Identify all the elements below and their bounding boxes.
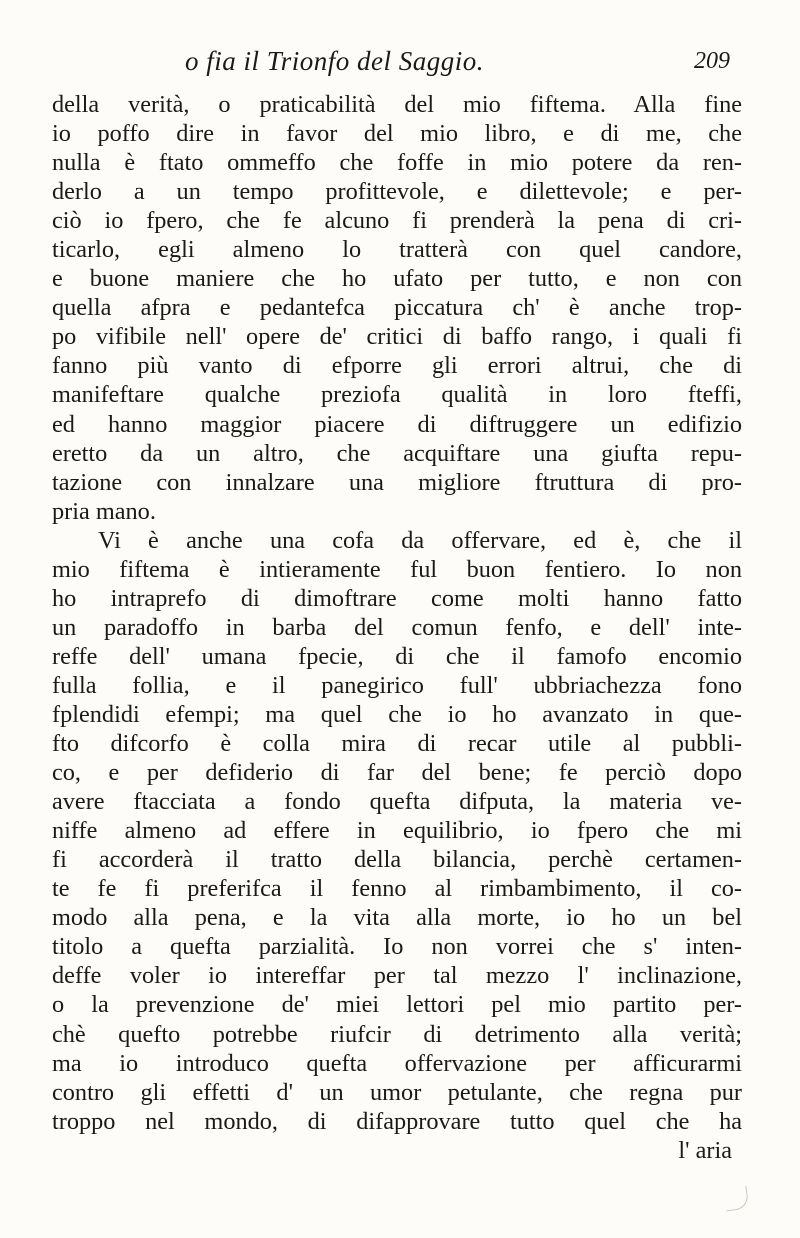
text-line: ticarlo, egli almeno lo tratterà con quel candore, (52, 236, 742, 264)
text-line: Vi è anche una cofa da offervare, ed è, che il (98, 526, 742, 554)
text-line: derlo a un tempo profittevole, e dilettevole; e per- (52, 178, 742, 206)
text-line: mio fiftema è intieramente ful buon fentiero. Io non (52, 555, 742, 583)
text-line: fplendidi efempi; ma quel che io ho avanzato in que- (52, 700, 742, 728)
text-line: titolo a quefta parzialità. Io non vorrei che s' inten- (52, 933, 742, 961)
text-line: ho intraprefo di dimoftrare come molti hanno fatto (52, 584, 742, 612)
paragraph-1 (52, 90, 742, 526)
text-line: co, e per defiderio di far del bene; fe perciò dopo (52, 759, 742, 787)
text-line: avere ftacciata a fondo quefta difputa, la materia ve- (52, 788, 742, 816)
text-line: nulla è ftato ommeffo che foffe in mio potere da ren- (52, 149, 742, 177)
text-line: quella afpra e pedantefca piccatura ch' è anche trop- (52, 294, 742, 322)
catchword: l' aria (678, 1136, 732, 1164)
text-line: io poffo dire in favor del mio libro, e di me, che (52, 120, 742, 148)
text-line: della verità, o praticabilità del mio fiftema. Alla fine (52, 91, 742, 118)
text-line: fanno più vanto di efporre gli errori altrui, che di (52, 352, 742, 380)
text-line: reffe dell' umana fpecie, di che il famofo encomio (52, 642, 742, 670)
text-line: ed hanno maggior piacere di diftruggere un edifizio (52, 410, 742, 438)
paragraph-2 (52, 526, 742, 1136)
text-line: o la prevenzione de' miei lettori pel mio partito per- (52, 991, 742, 1019)
text-line: troppo nel mondo, di difapprovare tutto quel che ha (52, 1107, 742, 1135)
text-line: ciò io fpero, che fe alcuno fi prenderà la pena di cri- (52, 207, 742, 235)
text-line: fulla follia, e il panegirico full' ubbriachezza fono (52, 671, 742, 699)
text-line: chè quefto potrebbe riufcir di detrimento alla verità; (52, 1020, 742, 1048)
text-line: ma io introduco quefta offervazione per afficurarmi (52, 1049, 742, 1077)
text-line: e buone maniere che ho ufato per tutto, e non con (52, 265, 742, 293)
text-line: un paradoffo in barba del comun fenfo, e dell' inte- (52, 613, 742, 641)
running-title: o fia il Trionfo del Saggio. (185, 46, 485, 76)
text-line: contro gli effetti d' un umor petulante, che regna pur (52, 1078, 742, 1106)
text-line: te fe fi preferifca il fenno al rimbambimento, il co- (52, 875, 742, 903)
text-line: eretto da un altro, che acquiftare una giufta repu- (52, 439, 742, 467)
text-line: fi accorderà il tratto della bilancia, perchè certamen- (52, 846, 742, 874)
text-line: po vifibile nell' opere de' critici di baffo rango, i quali fi (52, 323, 742, 351)
text-line: tazione con innalzare una migliore ftruttura di pro- (52, 468, 742, 496)
running-head (70, 46, 730, 86)
body-text (52, 90, 742, 1165)
text-line: fto difcorfo è colla mira di recar utile al pubbli- (52, 730, 742, 758)
text-line: manifeftare qualche preziofa qualità in loro fteffi, (52, 381, 742, 409)
text-line: niffe almeno ad effere in equilibrio, io fpero che mi (52, 817, 742, 845)
page-number: 209 (694, 48, 730, 74)
text-line: deffe voler io intereffar per tal mezzo l' inclinazione, (52, 962, 742, 990)
text-line: pria mano. (52, 497, 156, 525)
text-line: modo alla pena, e la vita alla morte, io ho un bel (52, 904, 742, 932)
page-curl-mark (724, 1186, 750, 1212)
